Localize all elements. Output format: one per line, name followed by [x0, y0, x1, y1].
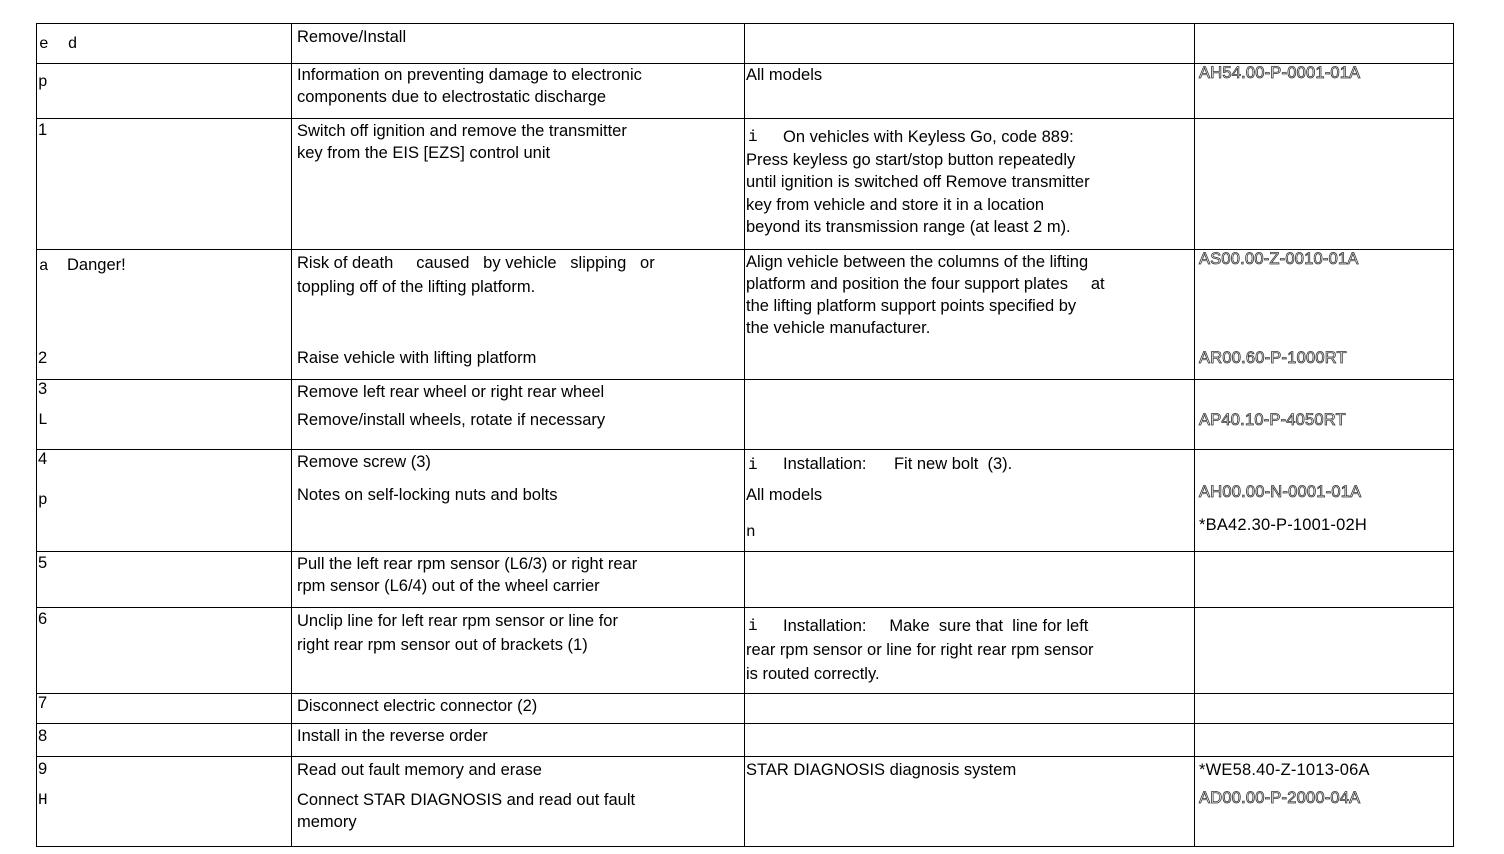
- row-divider: [36, 723, 1454, 724]
- row-step-text: Risk of death caused by vehicle slipping or toppling off of the lifting platform.: [297, 254, 655, 296]
- header-symbol: e d: [39, 35, 78, 53]
- column-divider: [291, 23, 292, 847]
- column-divider: [36, 23, 37, 847]
- row-note-text: STAR DIAGNOSIS diagnosis system: [746, 761, 1017, 779]
- row-step-text: Raise vehicle with lifting platform: [297, 349, 537, 367]
- column-divider: [1453, 23, 1454, 847]
- row-note-text: Installation: Fit new bolt (3).: [783, 455, 1013, 473]
- column-divider: [744, 23, 745, 847]
- row-step-text: Switch off ignition and remove the transmitter key from the EIS [EZS] control unit: [297, 122, 627, 162]
- info-icon: i: [748, 456, 758, 474]
- row-divider: [36, 846, 1454, 847]
- row-divider: [36, 23, 1454, 24]
- row-reference[interactable]: *BA42.30-P-1001-02H: [1199, 516, 1367, 534]
- row-divider: [36, 551, 1454, 552]
- row-step-text: Information on preventing damage to electronic components due to electrostatic discharge: [297, 66, 642, 106]
- row-number: 1: [38, 121, 48, 139]
- row-step-text: Remove screw (3): [297, 453, 431, 471]
- row-step-text: Remove left rear wheel or right rear wheel: [297, 383, 605, 401]
- row-symbol: L: [38, 411, 48, 429]
- row-number: 7: [38, 694, 48, 712]
- row-number: 4: [38, 450, 48, 468]
- row-reference[interactable]: AH00.00-N-0001-01A: [1199, 483, 1362, 501]
- header-step: Remove/Install: [297, 28, 407, 46]
- row-number: 5: [38, 554, 48, 572]
- row-divider: [36, 693, 1454, 694]
- row-divider: [36, 607, 1454, 608]
- row-note-text: On vehicles with Keyless Go, code 889: Press keyless go start/stop button repeatedly until ignition is switched off Remove transmitter key from vehicle and store it in a location beyond its transmission range (at least 2 m).: [746, 128, 1090, 236]
- row-reference[interactable]: AP40.10-P-4050RT: [1199, 411, 1346, 429]
- info-icon: i: [748, 617, 758, 635]
- row-divider: [36, 118, 1454, 119]
- row-symbol: p: [38, 73, 48, 91]
- row-number: 9: [38, 760, 48, 778]
- danger-label: Danger!: [67, 256, 126, 274]
- row-divider: [36, 379, 1454, 380]
- row-reference[interactable]: AD00.00-P-2000-04A: [1199, 789, 1361, 807]
- row-step-text: Disconnect electric connector (2): [297, 697, 538, 715]
- column-divider: [1194, 23, 1195, 847]
- row-step-text: Unclip line for left rear rpm sensor or line for right rear rpm sensor out of brackets (1): [297, 612, 618, 654]
- row-reference[interactable]: AS00.00-Z-0010-01A: [1199, 250, 1359, 268]
- warning-icon: a: [39, 257, 49, 275]
- row-note-text: All models: [746, 486, 823, 504]
- row-step-text: Notes on self-locking nuts and bolts: [297, 486, 558, 504]
- row-step-text: Pull the left rear rpm sensor (L6/3) or right rear rpm sensor (L6/4) out of the wheel carrier: [297, 555, 638, 595]
- row-step-text: Remove/install wheels, rotate if necessary: [297, 411, 606, 429]
- row-number: 8: [38, 727, 48, 745]
- row-number: 6: [38, 610, 48, 628]
- row-reference[interactable]: AH54.00-P-0001-01A: [1199, 64, 1361, 82]
- row-divider: [36, 449, 1454, 450]
- row-note-symbol: n: [746, 523, 756, 541]
- row-number: 3: [38, 380, 48, 398]
- row-note-text: All models: [746, 66, 823, 84]
- row-reference[interactable]: AR00.60-P-1000RT: [1199, 349, 1347, 367]
- info-icon: i: [748, 128, 758, 146]
- row-number: 2: [38, 349, 48, 367]
- row-step-text: Read out fault memory and erase: [297, 761, 542, 779]
- row-reference[interactable]: *WE58.40-Z-1013-06A: [1199, 761, 1370, 779]
- row-note-text: Align vehicle between the columns of the lifting platform and position the four support plates at the lifting platform support points specified by the vehicle manufacturer.: [746, 253, 1105, 337]
- row-step-text: Connect STAR DIAGNOSIS and read out fault memory: [297, 791, 636, 831]
- row-symbol: p: [38, 491, 48, 509]
- row-symbol: H: [38, 791, 48, 809]
- row-note-text: Installation: Make sure that line for left rear rpm sensor or line for right rear rpm sensor is routed correctly.: [746, 617, 1094, 683]
- row-step-text: Install in the reverse order: [297, 727, 488, 745]
- row-divider: [36, 756, 1454, 757]
